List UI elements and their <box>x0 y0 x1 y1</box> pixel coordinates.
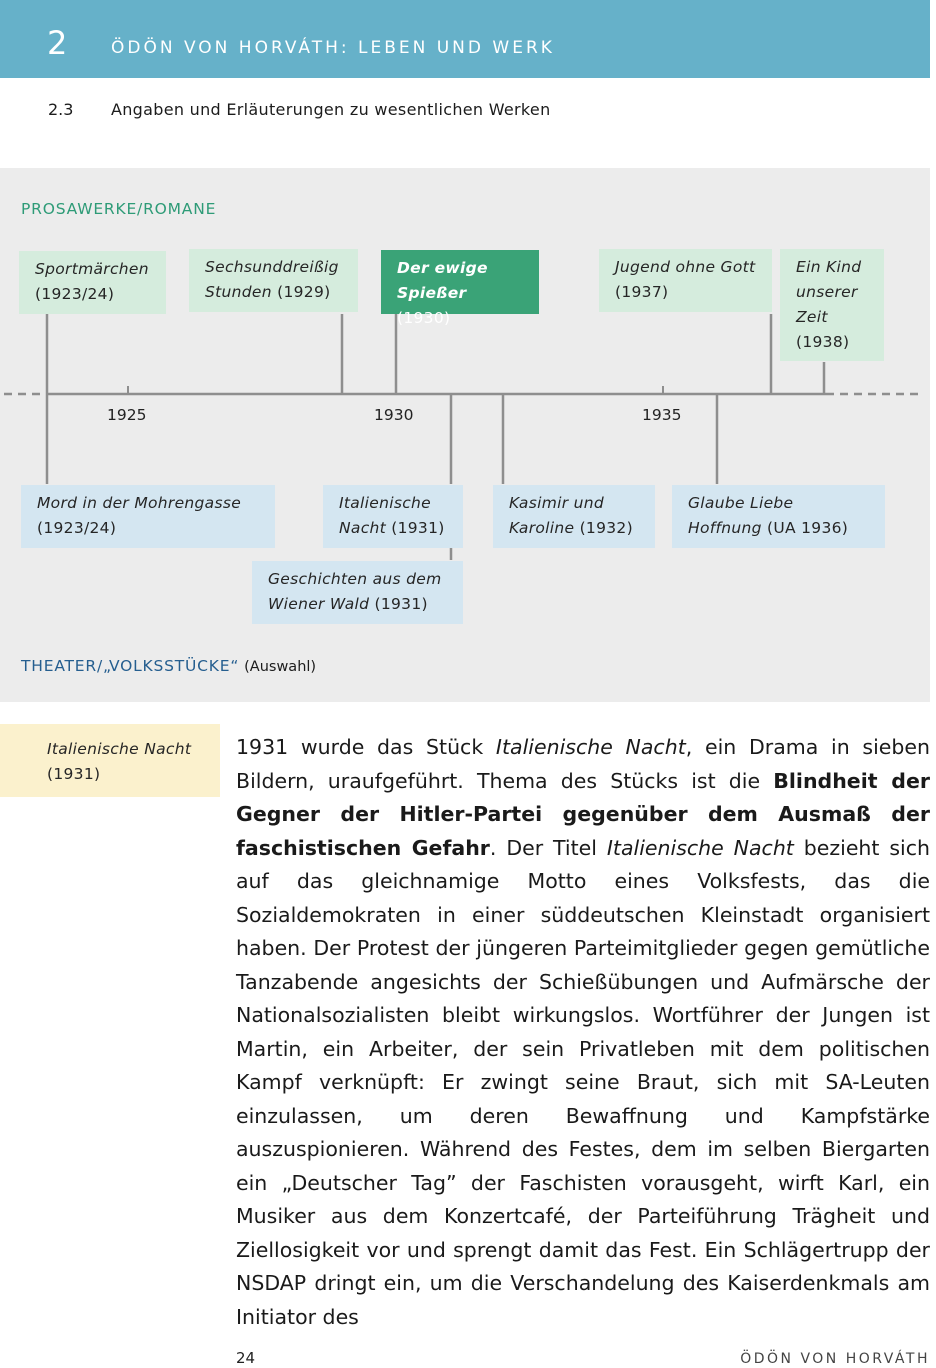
year-label-1930: 1930 <box>374 406 414 424</box>
prose-card-sportmaerchen <box>19 251 166 314</box>
year-label-1925: 1925 <box>107 406 147 424</box>
body-paragraph <box>236 731 930 1334</box>
card-title: Ein Kind <box>796 258 862 276</box>
margin-note-title: Italienische Nacht <box>47 740 192 758</box>
year-label-1935: 1935 <box>642 406 682 424</box>
card-year: (1938) <box>796 333 850 351</box>
card-year: (1931) <box>391 519 445 537</box>
chapter-title: ÖDÖN VON HORVÁTH: LEBEN UND WERK <box>111 38 555 58</box>
card-title-3: Zeit <box>796 308 828 326</box>
prose-card-kind <box>780 249 884 361</box>
chapter-number: 2 <box>47 24 68 62</box>
card-title: Italienische <box>339 494 431 512</box>
card-title: Jugend ohne Gott <box>615 258 756 276</box>
card-title: Mord in der Mohrengasse <box>37 494 242 512</box>
prose-card-jugend <box>599 249 772 312</box>
section-number: 2.3 <box>48 100 74 119</box>
prose-label: PROSAWERKE/ROMANE <box>21 200 217 218</box>
card-title: Sportmärchen <box>35 260 149 278</box>
card-title-2: Wiener Wald <box>268 595 370 613</box>
card-year: (1923/24) <box>35 285 115 303</box>
card-title: Glaube Liebe <box>688 494 794 512</box>
card-year: (1932) <box>579 519 633 537</box>
card-year: (1937) <box>615 283 669 301</box>
card-year: (1930) <box>397 309 451 327</box>
card-title: Kasimir und <box>509 494 604 512</box>
card-title-2: Karoline <box>509 519 575 537</box>
card-title: Der ewige <box>397 259 488 277</box>
card-year: (UA 1936) <box>767 519 849 537</box>
card-title: Sechsunddreißig <box>205 258 339 276</box>
body-text-1: 1931 wurde das Stück <box>236 735 496 759</box>
theater-card-glaube <box>672 485 885 548</box>
card-year: (1923/24) <box>37 519 117 537</box>
card-year: (1929) <box>277 283 331 301</box>
theater-card-italienische <box>323 485 463 548</box>
theater-label-text: THEATER/„VOLKSSTÜCKE“ <box>21 657 240 675</box>
body-text-2: , ein Drama in sieben Bildern, uraufgeführt. Thema des Stücks ist die <box>236 735 931 793</box>
body-text-4: bezieht sich auf das gleichnamige Motto eines Volksfests, das die Sozialdemokraten in einer süddeutschen Kleinstadt organisiert haben. Der Protest der jüngeren Parteimitglieder gegen gemütliche Tanzabende angesichts der Schießübungen und Aufmärsche der Nationalsozialisten bleibt wirkungslos. Wortführer der Jungen ist Martin, ein Arbeiter, der sein Privatleben mit dem politischen Kampf verknüpft: Er zwingt seine Braut, sich mit SA-Leuten einzulassen, um deren Bewaffnung und Kampfstärke auszuspionieren. Während des Festes, dem im selben Biergarten ein „Deutscher Tag” der Faschisten vorausgeht, wirft Karl, ein Musiker aus dem Konzertcafé, der Parteiführung Trägheit und Ziellosigkeit vor und sprengt damit das Fest. Ein Schlägertrupp der NSDAP dringt ein, um die Verschandelung des Kaiserdenkmals am Initiator des <box>236 835 930 1329</box>
prose-card-sechsunddreissig <box>189 249 358 312</box>
card-year: (1931) <box>374 595 428 613</box>
theater-card-mord <box>21 485 275 548</box>
card-title-2: Hoffnung <box>688 519 762 537</box>
card-title-2: Nacht <box>339 519 387 537</box>
running-footer-title: ÖDÖN VON HORVÁTH <box>740 1351 930 1367</box>
section-title: Angaben und Erläuterungen zu wesentlichen Werken <box>111 100 551 119</box>
body-italic-title-2: Italienische Nacht <box>606 835 794 860</box>
theater-label-suffix: (Auswahl) <box>244 659 317 675</box>
theater-label <box>21 657 316 675</box>
body-text-3: . Der Titel <box>489 835 607 860</box>
card-title-2: Spießer <box>397 284 467 302</box>
page-number: 24 <box>236 1349 256 1367</box>
card-title-2: unserer <box>796 283 858 301</box>
body-bold-thesis: Blindheit der Gegner der Hitler-Partei gegenüber dem Ausmaß der faschistischen Gefahr <box>236 768 930 860</box>
margin-note-year: (1931) <box>47 765 101 783</box>
theater-card-kasimir <box>493 485 655 548</box>
card-title: Geschichten aus dem <box>268 570 442 588</box>
theater-card-geschichten <box>252 561 463 624</box>
prose-card-spiesser <box>381 250 539 327</box>
card-title-2: Stunden <box>205 283 272 301</box>
body-italic-title-1: Italienische Nacht <box>495 735 686 759</box>
margin-note <box>0 724 220 797</box>
